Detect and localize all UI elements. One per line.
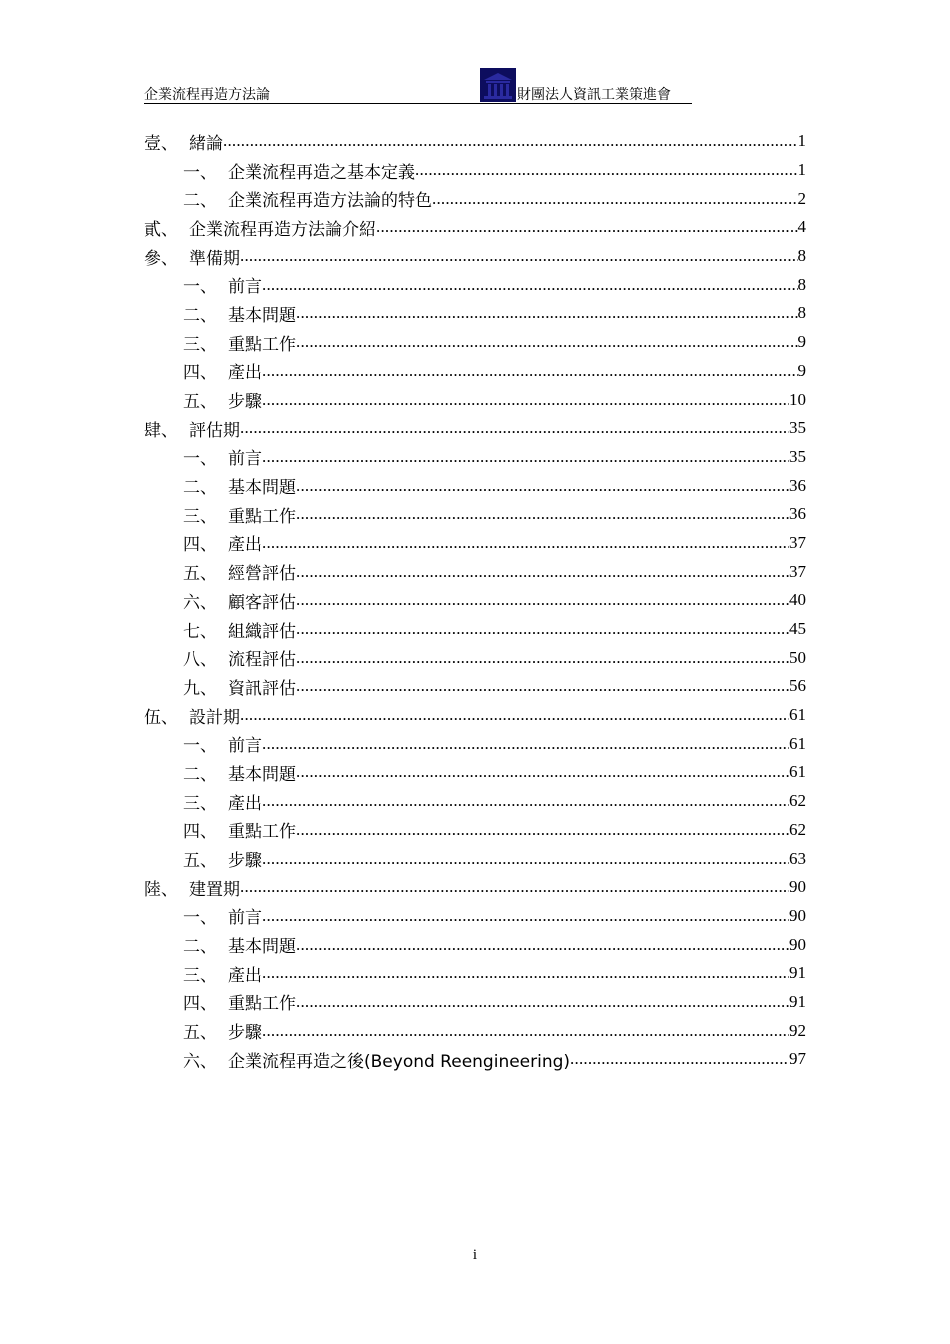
toc-dot-leader — [296, 303, 798, 323]
toc-entry-number: 六、 — [183, 1051, 217, 1072]
toc-entry-title: 重點工作 — [228, 506, 296, 527]
toc-entry[interactable] — [144, 557, 806, 586]
toc-entry-page: 37 — [789, 532, 806, 552]
toc-entry-title: 評估期 — [189, 420, 240, 441]
toc-entry-number: 四、 — [183, 535, 217, 556]
toc-entry-page: 8 — [797, 303, 806, 323]
building-logo-icon — [480, 68, 516, 102]
toc-entry[interactable] — [144, 672, 806, 701]
toc-entry-title: 準備期 — [189, 248, 240, 269]
toc-entry-page: 37 — [789, 561, 806, 581]
toc-entry-page: 62 — [789, 791, 806, 811]
toc-entry-title: 產出 — [228, 363, 262, 384]
toc-entry-number: 五、 — [183, 392, 217, 413]
toc-entry-number: 一、 — [183, 162, 217, 183]
toc-entry-page: 40 — [789, 590, 806, 610]
page-number: i — [472, 1247, 478, 1263]
toc-entry-title: 前言 — [228, 277, 262, 298]
toc-dot-leader — [432, 189, 798, 209]
toc-entry[interactable] — [144, 156, 806, 185]
toc-entry-page: 1 — [797, 160, 806, 180]
toc-dot-leader — [296, 504, 789, 524]
toc-entry[interactable] — [144, 328, 806, 357]
toc-dot-leader — [296, 476, 789, 496]
toc-dot-leader — [296, 648, 789, 668]
toc-entry-number: 二、 — [183, 764, 217, 785]
toc-dot-leader — [262, 734, 789, 754]
toc-entry[interactable] — [144, 184, 806, 213]
toc-dot-leader — [240, 246, 798, 266]
toc-dot-leader — [262, 361, 798, 381]
toc-dot-leader — [262, 849, 789, 869]
toc-entry[interactable] — [144, 643, 806, 672]
toc-entry-number: 三、 — [183, 965, 217, 986]
toc-entry-page: 97 — [789, 1049, 806, 1069]
document-title: 企業流程再造方法論 — [144, 87, 270, 103]
toc-dot-leader — [376, 217, 798, 237]
toc-entry[interactable] — [144, 988, 806, 1017]
toc-entry[interactable] — [144, 1016, 806, 1045]
toc-entry-page: 35 — [789, 446, 806, 466]
toc-entry-title: 基本問題 — [228, 305, 296, 326]
toc-entry-number: 七、 — [183, 621, 217, 642]
toc-entry[interactable] — [144, 615, 806, 644]
toc-entry[interactable] — [144, 529, 806, 558]
toc-entry-page: 61 — [789, 705, 806, 725]
toc-entry-number: 二、 — [183, 937, 217, 958]
toc-entry-title: 緒論 — [189, 133, 223, 154]
toc-dot-leader — [296, 562, 789, 582]
toc-entry[interactable] — [144, 873, 806, 902]
toc-entry-title: 資訊評估 — [228, 678, 296, 699]
toc-entry-title: 經營評估 — [228, 564, 296, 585]
toc-dot-leader — [296, 820, 789, 840]
toc-entry-title: 產出 — [228, 965, 262, 986]
toc-dot-leader — [262, 906, 789, 926]
toc-entry-number: 四、 — [183, 822, 217, 843]
toc-dot-leader — [415, 160, 798, 180]
toc-entry-title: 組織評估 — [228, 621, 296, 642]
toc-dot-leader — [262, 447, 789, 467]
toc-entry-title: 重點工作 — [228, 822, 296, 843]
toc-entry[interactable] — [144, 902, 806, 931]
toc-entry[interactable] — [144, 758, 806, 787]
toc-entry[interactable] — [144, 385, 806, 414]
toc-dot-leader — [240, 705, 789, 725]
toc-entry[interactable] — [144, 471, 806, 500]
toc-entry-page: 61 — [789, 733, 806, 753]
toc-entry-number: 伍、 — [144, 707, 178, 728]
toc-entry[interactable] — [144, 500, 806, 529]
toc-entry-number: 參、 — [144, 248, 178, 269]
toc-entry-title: 前言 — [228, 908, 262, 929]
toc-entry[interactable] — [144, 1045, 806, 1074]
toc-entry[interactable] — [144, 701, 806, 730]
toc-entry-page: 8 — [797, 274, 806, 294]
toc-dot-leader — [262, 963, 789, 983]
toc-entry-page: 62 — [789, 819, 806, 839]
toc-entry[interactable] — [144, 930, 806, 959]
toc-entry[interactable] — [144, 816, 806, 845]
toc-entry-title: 基本問題 — [228, 764, 296, 785]
toc-entry-title: 顧客評估 — [228, 592, 296, 613]
toc-entry-title: 企業流程再造方法論介紹 — [189, 219, 376, 240]
toc-entry-number: 陸、 — [144, 879, 178, 900]
toc-entry-title: 產出 — [228, 793, 262, 814]
toc-dot-leader — [262, 1021, 789, 1041]
toc-entry-number: 一、 — [183, 449, 217, 470]
toc-entry[interactable] — [144, 844, 806, 873]
toc-entry-title: 步驟 — [228, 851, 262, 872]
toc-dot-leader — [223, 131, 798, 151]
toc-entry[interactable] — [144, 242, 806, 271]
toc-entry-page: 91 — [789, 991, 806, 1011]
toc-entry-page: 2 — [797, 188, 806, 208]
organization-name: 財團法人資訊工業策進會 — [517, 87, 671, 103]
toc-entry[interactable] — [144, 729, 806, 758]
toc-entry-title: 建置期 — [189, 879, 240, 900]
toc-entry-page: 90 — [789, 934, 806, 954]
toc-entry-number: 五、 — [183, 1023, 217, 1044]
toc-entry[interactable] — [144, 127, 806, 156]
header-rule — [144, 103, 692, 104]
toc-entry-title: 重點工作 — [228, 994, 296, 1015]
table-of-contents — [144, 127, 806, 1074]
toc-entry-page: 36 — [789, 475, 806, 495]
toc-entry-page: 56 — [789, 676, 806, 696]
toc-entry-title: 企業流程再造方法論的特色 — [228, 191, 432, 212]
toc-entry-title: 企業流程再造之基本定義 — [228, 162, 415, 183]
toc-dot-leader — [296, 935, 789, 955]
toc-entry-number: 一、 — [183, 736, 217, 757]
toc-entry-page: 8 — [797, 246, 806, 266]
toc-entry-number: 壹、 — [144, 133, 178, 154]
toc-entry-number: 三、 — [183, 334, 217, 355]
toc-entry-title: 設計期 — [189, 707, 240, 728]
toc-dot-leader — [262, 390, 789, 410]
toc-dot-leader — [296, 332, 798, 352]
toc-entry-number: 二、 — [183, 305, 217, 326]
toc-entry-title: 重點工作 — [228, 334, 296, 355]
toc-entry-number: 一、 — [183, 908, 217, 929]
toc-entry-page: 50 — [789, 647, 806, 667]
toc-entry-title: 前言 — [228, 449, 262, 470]
toc-entry[interactable] — [144, 414, 806, 443]
toc-entry[interactable] — [144, 787, 806, 816]
toc-dot-leader — [296, 992, 789, 1012]
toc-entry-number: 貳、 — [144, 219, 178, 240]
toc-entry[interactable] — [144, 270, 806, 299]
toc-entry-number: 二、 — [183, 478, 217, 499]
toc-entry[interactable] — [144, 299, 806, 328]
toc-entry-number: 八、 — [183, 650, 217, 671]
toc-entry-page: 61 — [789, 762, 806, 782]
toc-entry-number: 五、 — [183, 851, 217, 872]
toc-entry-title: 企業流程再造之後(Beyond Reengineering) — [228, 1051, 571, 1072]
toc-entry-title: 前言 — [228, 736, 262, 757]
toc-entry[interactable] — [144, 443, 806, 472]
toc-dot-leader — [570, 1049, 789, 1069]
toc-entry-title: 步驟 — [228, 392, 262, 413]
toc-entry-page: 10 — [789, 389, 806, 409]
toc-entry-number: 五、 — [183, 564, 217, 585]
toc-dot-leader — [262, 275, 798, 295]
toc-entry-title: 步驟 — [228, 1023, 262, 1044]
toc-entry-page: 92 — [789, 1020, 806, 1040]
toc-entry-number: 三、 — [183, 506, 217, 527]
toc-dot-leader — [240, 877, 789, 897]
toc-entry-number: 四、 — [183, 994, 217, 1015]
toc-entry-number: 四、 — [183, 363, 217, 384]
toc-dot-leader — [296, 619, 789, 639]
toc-dot-leader — [262, 533, 789, 553]
toc-entry-page: 90 — [789, 905, 806, 925]
toc-entry[interactable] — [144, 586, 806, 615]
toc-entry-number: 二、 — [183, 191, 217, 212]
toc-entry-page: 63 — [789, 848, 806, 868]
toc-entry-title: 流程評估 — [228, 650, 296, 671]
toc-dot-leader — [296, 590, 789, 610]
page-header — [144, 66, 692, 104]
toc-entry[interactable] — [144, 357, 806, 386]
toc-entry-page: 91 — [789, 963, 806, 983]
toc-entry-number: 九、 — [183, 678, 217, 699]
toc-entry-page: 36 — [789, 504, 806, 524]
toc-entry[interactable] — [144, 213, 806, 242]
toc-dot-leader — [296, 762, 789, 782]
toc-entry-page: 35 — [789, 418, 806, 438]
toc-entry-page: 1 — [797, 131, 806, 151]
toc-entry-title: 基本問題 — [228, 478, 296, 499]
toc-entry-page: 9 — [797, 360, 806, 380]
toc-entry-number: 三、 — [183, 793, 217, 814]
toc-entry-page: 4 — [797, 217, 806, 237]
toc-entry[interactable] — [144, 959, 806, 988]
toc-entry-number: 肆、 — [144, 420, 178, 441]
toc-dot-leader — [240, 418, 789, 438]
toc-entry-title: 產出 — [228, 535, 262, 556]
toc-entry-page: 90 — [789, 877, 806, 897]
toc-entry-number: 一、 — [183, 277, 217, 298]
toc-entry-title: 基本問題 — [228, 937, 296, 958]
toc-entry-number: 六、 — [183, 592, 217, 613]
toc-dot-leader — [262, 791, 789, 811]
toc-entry-page: 45 — [789, 619, 806, 639]
toc-dot-leader — [296, 676, 789, 696]
toc-entry-page: 9 — [797, 332, 806, 352]
